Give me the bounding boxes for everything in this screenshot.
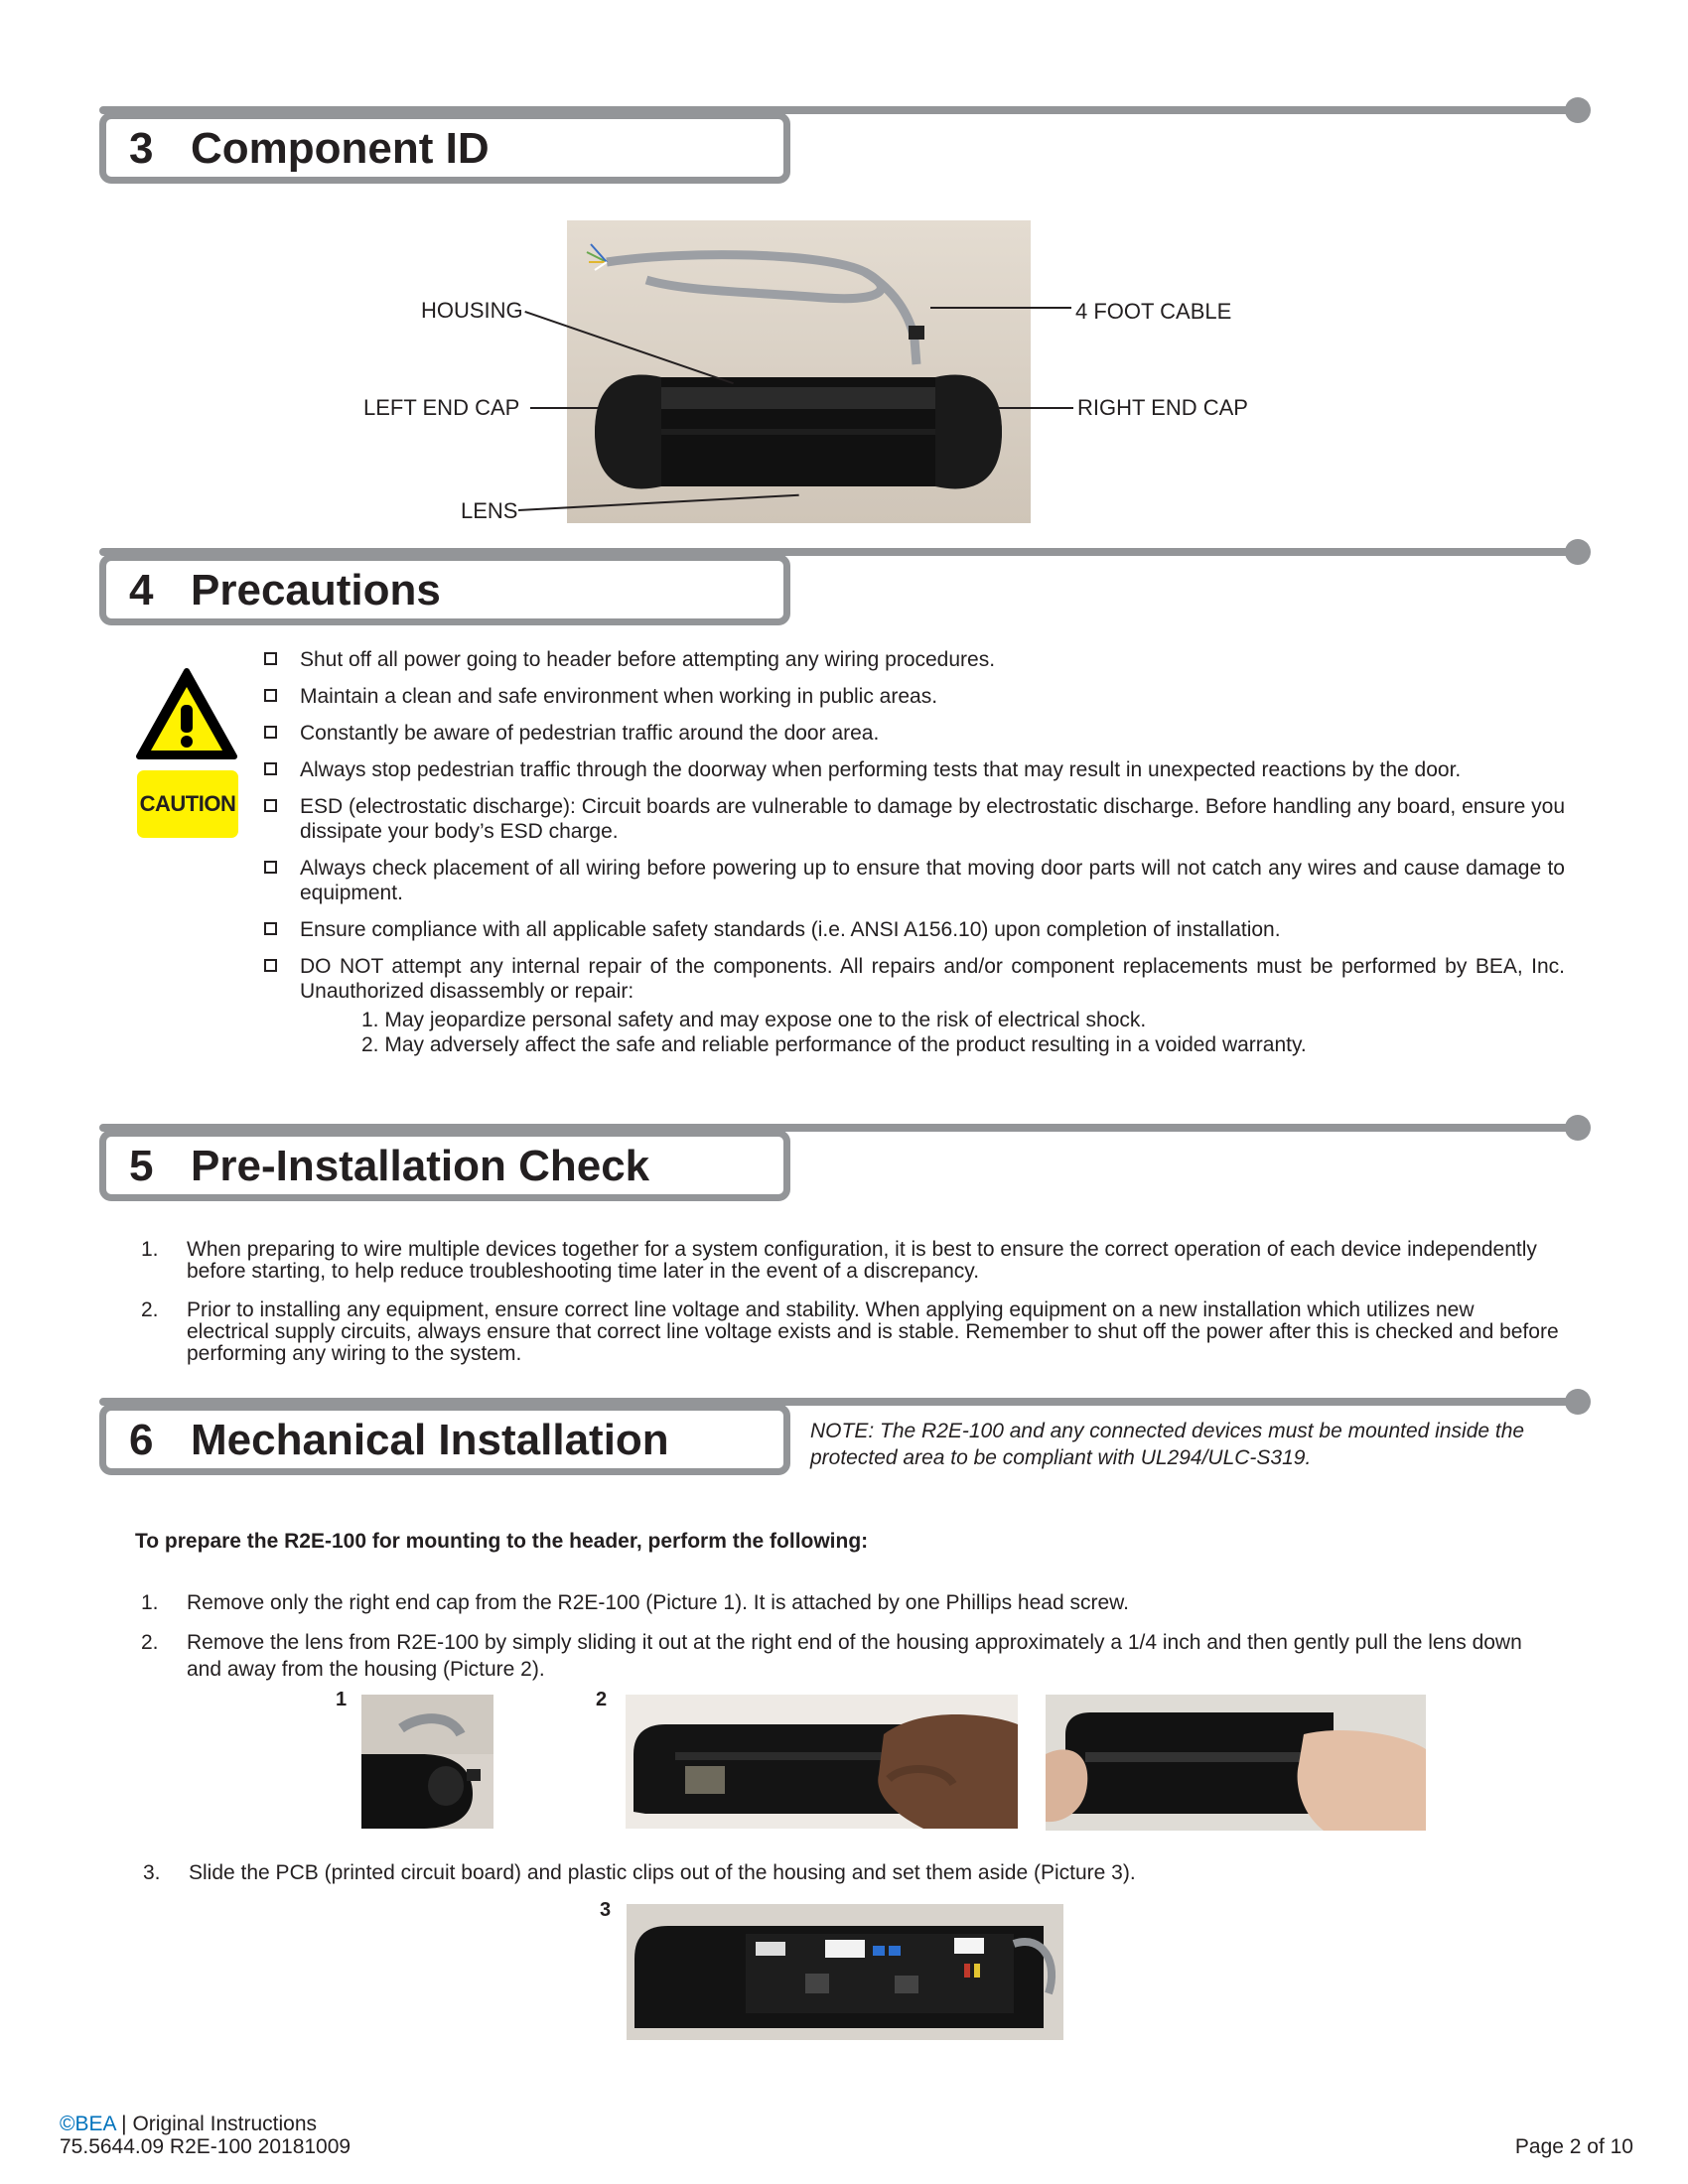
section-number: 4 [129, 566, 154, 614]
list-item-number: 3. [143, 1861, 161, 1884]
precautions-list [264, 647, 1565, 1069]
picture-number: 3 [600, 1899, 612, 1921]
footer-brand: ©BEA [60, 2113, 116, 2135]
list-item-number: 1. [141, 1591, 159, 1614]
checkbox-icon [264, 762, 277, 775]
footer-doc-id: 75.5644.09 R2E-100 20181009 [60, 2135, 352, 2158]
picture-1 [361, 1695, 493, 1829]
list-item-text: Constantly be aware of pedestrian traffic around the door area. [300, 722, 880, 745]
list-item [264, 856, 1565, 905]
footer-brand-line [60, 2113, 317, 2136]
label-lens: LENS [461, 498, 518, 523]
section-number: 6 [129, 1416, 154, 1464]
component-photo [567, 220, 1031, 523]
picture-2 [626, 1695, 1018, 1829]
list-item [264, 954, 1565, 1057]
leader-right-end-cap [998, 407, 1073, 409]
section-rule-dot [1565, 1115, 1591, 1141]
section-title [129, 124, 490, 173]
list-item-text: Always stop pedestrian traffic through the doorway when performing tests that may result in unexpected reactions by the door. [300, 758, 1462, 781]
warning-triangle-icon [135, 667, 238, 762]
section-title [129, 1416, 669, 1464]
section-title [129, 1142, 650, 1190]
list-item [264, 794, 1565, 844]
checkbox-icon [264, 959, 277, 972]
footer-page-number: Page 2 of 10 [1514, 2135, 1633, 2158]
section-title-text: Precautions [191, 566, 441, 614]
list-item [264, 721, 1565, 746]
list-item [264, 684, 1565, 709]
section-rule-dot [1565, 97, 1591, 123]
picture-2b [1046, 1695, 1426, 1831]
checkbox-icon [264, 689, 277, 702]
label-right-end-cap: RIGHT END CAP [1077, 395, 1248, 420]
list-item [264, 917, 1565, 942]
leader-left-end-cap [530, 407, 598, 409]
list-item [264, 757, 1565, 782]
list-item-text: Prior to installing any equipment, ensure correct line voltage and stability. When applying equipment on a new installation which utilizes new electrical supply circuits, always ensure that correct line voltage exists and is stable. Remember to shut off the power after this is checked and before performing any wiring to the system. [187, 1298, 1559, 1365]
label-left-end-cap: LEFT END CAP [363, 395, 520, 420]
picture-3 [627, 1904, 1063, 2040]
list-item-text: Ensure compliance with all applicable safety standards (i.e. ANSI A156.10) upon completion of installation. [300, 918, 1281, 941]
checkbox-icon [264, 922, 277, 935]
section-number: 3 [129, 124, 154, 173]
checkbox-icon [264, 861, 277, 874]
list-item-number: 2. [141, 1631, 159, 1654]
section-title [129, 566, 441, 614]
sub-list [300, 1008, 1565, 1057]
label-cable: 4 FOOT CABLE [1075, 299, 1232, 324]
section-rule-dot [1565, 1389, 1591, 1415]
checkbox-icon [264, 652, 277, 665]
list-item-text: DO NOT attempt any internal repair of the components. All repairs and/or component replacements must be performed by BEA, Inc. Unauthorized disassembly or repair: [300, 955, 1565, 1003]
checkbox-icon [264, 726, 277, 739]
mechanical-note: NOTE: The R2E-100 and any connected devices must be mounted inside the protected area to be compliant with UL294/ULC-S319. [810, 1420, 1525, 1469]
list-item-text: Remove the lens from R2E-100 by simply sliding it out at the right end of the housing approximately a 1/4 inch and then gently pull the lens down and away from the housing (Picture 2). [187, 1631, 1522, 1681]
label-housing: HOUSING [421, 298, 523, 323]
list-item-number: 2. [141, 1298, 159, 1321]
mechanical-intro: To prepare the R2E-100 for mounting to the header, perform the following: [135, 1530, 869, 1553]
sub-list-item: 1. May jeopardize personal safety and may expose one to the risk of electrical shock. [361, 1009, 1147, 1031]
section-title-text: Pre-Installation Check [191, 1142, 650, 1190]
checkbox-icon [264, 799, 277, 812]
list-item-text: Remove only the right end cap from the R2E-100 (Picture 1). It is attached by one Phillips head screw. [187, 1591, 1129, 1614]
section-title-text: Mechanical Installation [191, 1416, 669, 1464]
list-item-text: Always check placement of all wiring before powering up to ensure that moving door parts will not catch any wires and cause damage to equipment. [300, 857, 1565, 904]
list-item-text: ESD (electrostatic discharge): Circuit boards are vulnerable to damage by electrostatic discharge. Before handling any board, ensure you dissipate your body’s ESD charge. [300, 795, 1565, 843]
picture-number: 2 [596, 1689, 608, 1710]
section-number: 5 [129, 1142, 154, 1190]
sub-list-item: 2. May adversely affect the safe and reliable performance of the product resulting in a voided warranty. [361, 1033, 1307, 1056]
section-title-text: Component ID [191, 124, 490, 173]
list-item [264, 647, 1565, 672]
caution-badge: CAUTION [137, 770, 238, 838]
leader-cable [930, 307, 1071, 309]
picture-number: 1 [336, 1689, 348, 1710]
footer-doc-type: | Original Instructions [115, 2113, 318, 2135]
list-item-text: Shut off all power going to header before attempting any wiring procedures. [300, 648, 996, 671]
section-rule-dot [1565, 539, 1591, 565]
list-item-text: When preparing to wire multiple devices together for a system configuration, it is best to ensure the correct operation of each device independently before starting, to help reduce troubleshooting time later in the event of a discrepancy. [187, 1238, 1537, 1283]
list-item-number: 1. [141, 1238, 159, 1261]
list-item-text: Slide the PCB (printed circuit board) and plastic clips out of the housing and set them aside (Picture 3). [189, 1861, 1136, 1884]
list-item-text: Maintain a clean and safe environment when working in public areas. [300, 685, 938, 708]
